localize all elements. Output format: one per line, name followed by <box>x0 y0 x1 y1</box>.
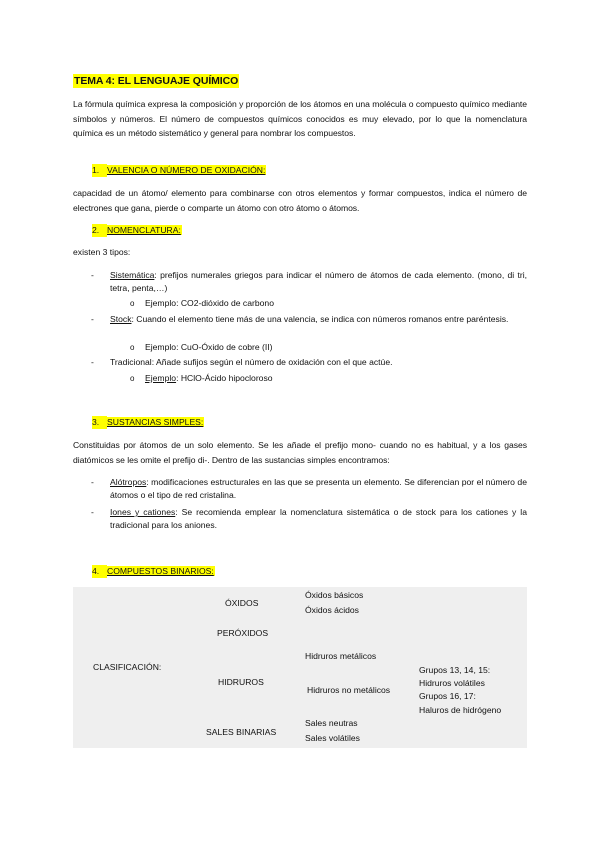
list-item-tradicional <box>110 356 527 369</box>
list-dash: - <box>91 477 94 487</box>
peroxidos-label: PERÓXIDOS <box>217 628 269 638</box>
list-item-iones <box>110 506 527 532</box>
list-item-sistematica <box>110 269 527 295</box>
example-label: Ejemplo <box>145 373 177 383</box>
term-tradicional: Tradicional <box>110 357 152 367</box>
oxidos-label: ÓXIDOS <box>225 598 259 608</box>
list-item-alotropos <box>110 476 527 502</box>
section-1-body: capacidad de un átomo/ elemento para combinarse con otros elementos y formar compuestos, indica el número de electrones que gana, pierde o comparte un átomo con otro átomo o átomos. <box>73 188 527 213</box>
nomenclature-lead: existen 3 tipos: <box>73 247 131 257</box>
classification-label: CLASIFICACIÓN: <box>93 662 162 672</box>
section-3-body: Constituidas por átomos de un solo elemento. Se les añade el prefijo mono- cuando no es habitual, y a los gases diatómicos se les omite el prefijo di-. Dentro de las sustancias simples encontramos: <box>73 440 527 465</box>
term-stock: Stock <box>110 314 132 324</box>
grupos-16-17: Grupos 16, 17: <box>419 691 476 701</box>
text-tradicional: : Añade sufijos según el número de oxidación con el que actúe. <box>151 357 393 367</box>
document-title: TEMA 4: EL LENGUAJE QUÍMICO <box>74 75 239 87</box>
example-text: : CO2-dióxido de carbono <box>176 298 274 308</box>
section-1-heading <box>92 164 266 177</box>
hidruros-volatiles: Hidruros volátiles <box>419 678 485 688</box>
hidruros-no-metalicos: Hidruros no metálicos <box>307 685 391 695</box>
example-stock <box>130 341 273 354</box>
example-sistematica <box>130 297 274 310</box>
example-tradicional <box>130 372 273 385</box>
oxidos-acidos: Óxidos ácidos <box>305 605 359 615</box>
list-dash: - <box>91 507 94 517</box>
oxidos-basicos: Óxidos básicos <box>305 590 364 600</box>
example-text: : HClO-Ácido hipocloroso <box>176 373 273 383</box>
section-2-number: 2. <box>92 224 107 237</box>
haluros-de-hidrogeno: Haluros de hidrógeno <box>419 705 502 715</box>
sales-binarias-label: SALES BINARIAS <box>206 727 277 737</box>
classification-table <box>73 587 527 748</box>
term-sistematica: Sistemática <box>110 270 155 280</box>
section-3-number: 3. <box>92 416 107 429</box>
term-iones: Iones y cationes <box>110 507 176 517</box>
section-2-title: NOMENCLATURA: <box>107 225 181 235</box>
sales-neutras: Sales neutras <box>305 718 358 728</box>
term-alotropos: Alótropos <box>110 477 147 487</box>
section-3-heading <box>92 416 204 429</box>
intro-paragraph: La fórmula química expresa la composición y proporción de los átomos en una molécula o compuesto químico mediante símbolos y números. El número de compuestos químicos conocidos es muy elevado, por lo que la nomenclatura química es un método sistemático y general para nombrar los compuestos. <box>73 99 527 139</box>
section-1-title: VALENCIA O NÚMERO DE OXIDACIÓN: <box>107 165 266 175</box>
grupos-13-15: Grupos 13, 14, 15: <box>419 665 491 675</box>
text-alotropos: : modificaciones estructurales en las que se presenta un elemento. Se diferencian por el número de átomos o el tipo de red cristalina. <box>110 477 527 501</box>
text-stock: : Cuando el elemento tiene más de una valencia, se indica con números romanos entre paréntesis. <box>131 314 509 324</box>
section-4-title: COMPUESTOS BINARIOS: <box>107 566 214 576</box>
list-item-stock <box>110 313 527 326</box>
sub-bullet: o <box>130 299 135 308</box>
section-1-number: 1. <box>92 164 107 177</box>
list-dash: - <box>91 357 94 367</box>
example-label: Ejemplo <box>145 342 177 352</box>
section-4-heading <box>92 565 215 578</box>
text-iones: : Se recomienda emplear la nomenclatura sistemática o de stock para los cationes y la tradicional para los aniones. <box>110 507 527 531</box>
list-dash: - <box>91 270 94 280</box>
text-sistematica: : prefijos numerales griegos para indicar el número de átomos de cada elemento. (mono, di tri, tetra, penta,…) <box>110 270 527 294</box>
sub-bullet: o <box>130 374 135 383</box>
example-label: Ejemplo <box>145 298 177 308</box>
sales-volatiles: Sales volátiles <box>305 733 360 743</box>
section-2-heading <box>92 224 182 237</box>
hidruros-label: HIDRUROS <box>218 677 264 687</box>
list-dash: - <box>91 314 94 324</box>
sub-bullet: o <box>130 343 135 352</box>
section-4-number: 4. <box>92 565 107 578</box>
section-3-title: SUSTANCIAS SIMPLES: <box>107 417 204 427</box>
example-text: : CuO-Óxido de cobre (II) <box>176 342 273 352</box>
hidruros-metalicos: Hidruros metálicos <box>305 651 377 661</box>
